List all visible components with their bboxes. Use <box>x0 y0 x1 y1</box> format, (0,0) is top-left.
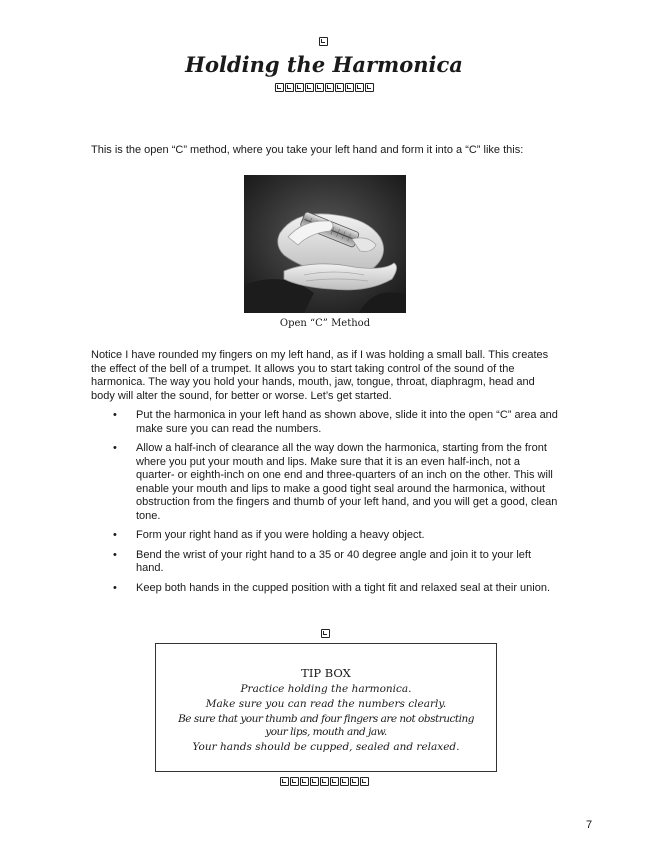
ornament-icon <box>350 777 359 786</box>
bullet-icon: • <box>113 441 117 454</box>
list-item <box>110 549 558 576</box>
ornament-icon <box>325 83 334 92</box>
ornament-icon <box>345 83 354 92</box>
bullet-icon: • <box>113 409 117 421</box>
ornament-icon <box>305 83 314 92</box>
ornament-icon <box>319 37 328 46</box>
instruction-list <box>110 409 558 601</box>
list-item-text: Bend the wrist of your right hand to a 35 or 40 degree angle and join it to your left hand. <box>136 548 532 575</box>
list-item <box>110 582 558 596</box>
title-ornament-row <box>275 83 374 92</box>
ornament-icon <box>280 777 289 786</box>
intro-text: This is the open “C” method, where you take your left hand and form it into a “C” like this: <box>91 144 524 156</box>
bottom-ornament-row <box>280 777 369 786</box>
ornament-icon <box>330 777 339 786</box>
ornament-icon <box>355 83 364 92</box>
bullet-icon: • <box>113 529 117 542</box>
harmonica-photo <box>244 175 406 313</box>
list-item-text: Keep both hands in the cupped position with a tight fit and relaxed seal at their union. <box>136 581 551 594</box>
list-item-text: Allow a half-inch of clearance all the way down the harmonica, starting from the front where you put your mouth and lips. Make sure that it is an even half-inch, not a quarter- or eighth-inch on one end and three-quarters of an inch on the other. This will enable your mouth and lips to make a good tight seal around the harmonica, without obstruction from the fingers and thumb of your left hand, and you will get a good, clean tone. <box>136 441 558 522</box>
ornament-icon <box>275 83 284 92</box>
ornament-icon <box>360 777 369 786</box>
hands-holding-harmonica-image <box>244 175 406 313</box>
list-item-text: Form your right hand as if you were holding a heavy object. <box>136 529 425 542</box>
page-number: 7 <box>586 819 593 831</box>
ornament-icon <box>365 83 374 92</box>
ornament-icon <box>300 777 309 786</box>
ornament-icon <box>320 777 329 786</box>
tip-line: Be sure that your thumb and four fingers are not obstructing your lips, mouth and jaw. <box>178 713 474 738</box>
page-title: Holding the Harmonica <box>185 52 463 77</box>
ornament-icon <box>290 777 299 786</box>
bullet-icon: • <box>113 548 117 561</box>
tip-ornament <box>321 629 330 638</box>
list-item <box>110 442 558 524</box>
tip-line: Make sure you can read the numbers clearly. <box>205 698 447 710</box>
ornament-icon <box>310 777 319 786</box>
list-item <box>110 409 558 436</box>
ornament-icon <box>285 83 294 92</box>
ornament-icon <box>335 83 344 92</box>
tip-box-title: TIP BOX <box>301 666 351 680</box>
list-item <box>110 529 558 543</box>
list-item-text: Put the harmonica in your left hand as shown above, slide it into the open “C” area and make sure you can read the numbers. <box>136 409 558 435</box>
tip-line: Your hands should be cupped, sealed and relaxed. <box>192 741 460 753</box>
tip-box <box>155 643 497 772</box>
ornament-icon <box>321 629 330 638</box>
tip-line: Practice holding the harmonica. <box>240 683 412 695</box>
figure-caption: Open “C” Method <box>279 318 371 329</box>
ornament-icon <box>315 83 324 92</box>
ornament-icon <box>340 777 349 786</box>
top-ornament <box>319 37 328 46</box>
bullet-icon: • <box>113 581 117 594</box>
ornament-icon <box>295 83 304 92</box>
body-paragraph: Notice I have rounded my fingers on my left hand, as if I was holding a small ball. This creates the effect of the bell of a trumpet. It allows you to start taking control of the sound of the harmonica. The way you hold your hands, mouth, jaw, tongue, throat, diaphragm, head and body will alter the sound, for better or worse. Let’s get started. <box>91 349 549 402</box>
